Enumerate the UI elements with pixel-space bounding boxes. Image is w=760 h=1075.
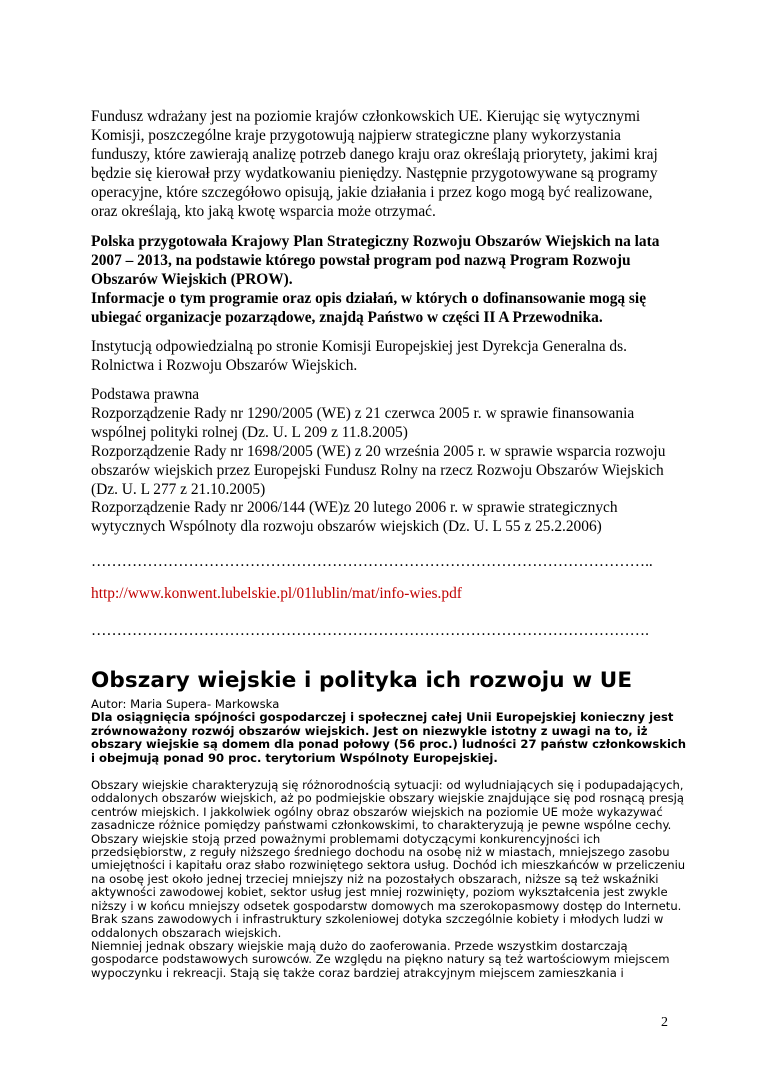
source-link-container — [91, 585, 681, 604]
page-number: 2 — [661, 1015, 668, 1030]
article-body-paragraph-2: Niemniej jednak obszary wiejskie mają dużo do zaoferowania. Przede wszystkim dostarczają gospodarce podstawowych surowców. Ze względu na piękno natury są też wartościowym miejscem wypoczynku i rekreacji. Stają się także coraz bardziej atrakcyjnym miejscem zamieszkania i — [91, 938, 670, 980]
intro-text: Fundusz wdrażany jest na poziomie krajów członkowskich UE. Kierując się wytycznymi Komisji, poszczególne kraje przygotowują najpierw strategiczne plany wykorzystania funduszy, które zawierają analizę potrzeb danego kraju oraz określają priorytety, jakimi kraj będzie się kierował przy wydatkowaniu pieniędzy. Następnie przygotowywane są programy operacyjne, które szczegółowo opisują, jakie działania i przez kogo mogą być realizowane, oraz określają, kto jaką kwotę wsparcia może otrzymać. — [91, 108, 658, 220]
legal-item-2: Rozporządzenie Rady nr 1698/2005 (WE) z 20 września 2005 r. w sprawie wsparcia rozwoju obszarów wiejskich przez Europejski Fundusz Rolny na rzecz Rozwoju Obszarów Wiejskich (Dz. U. L 277 z 21.10.2005) — [91, 442, 666, 498]
prow-bold-section — [91, 233, 681, 328]
article-author: Autor: Maria Supera- Markowska — [91, 697, 280, 711]
article-body-paragraph-1: Obszary wiejskie charakteryzują się różnorodnością sytuacji: od wyludniających się i podupadających, oddalonych obszarów wiejskich, aż po podmiejskie obszary wiejskie znajdujące się pod rosnącą presją centrów miejskich. I jakkolwiek ogólny obraz obszarów wiejskich na poziomie UE może wykazywać zasadnicze różnice pomiędzy państwami członkowskimi, to charakteryzują je pewne wspólne cechy. Obszary wiejskie stoją przed poważnymi problemami dotyczącymi konkurencyjności ich przedsiębiorstw, z reguły niższego średniego dochodu na osobę niż w miastach, mniejszego zasobu umiejętności i kapitału oraz słabo rozwiniętego sektora usług. Dochód ich mieszkańców w przeliczeniu na osobę jest około jednej trzeciej mniejszy niż na pozostałych obszarach, niższe są też wskaźniki aktywności zawodowej kobiet, sektor usług jest mniej rozwinięty, poziom wykształcenia jest zwykle niższy i w końcu mniejszy odsetek gospodarstw domowych ma szerokopasmowy dostęp do Internetu. Brak szans zawodowych i infrastruktury szkoleniowej dotyka szczególnie kobiety i młodych ludzi w oddalonych obszarach wiejskich. — [91, 778, 686, 940]
prow-statement: Polska przygotowała Krajowy Plan Strategiczny Rozwoju Obszarów Wiejskich na lata 2007 – 2013, na podstawie którego powstał program pod nazwą Program Rozwoju Obszarów Wiejskich (PROW). — [91, 233, 660, 288]
article-title: Obszary wiejskie i polityka ich rozwoju w UE — [91, 668, 633, 693]
article-lead: Dla osiągnięcia spójności gospodarczej i społecznej całej Unii Europejskiej konieczny jest zrównoważony rozwój obszarów wiejskich. Jest on niezwykle istotny z uwagi na to, iż obszary wiejskie są domem dla ponad połowy (56 proc.) ludności 27 państw członkowskich i obejmują ponad 90 proc. terytorium Wspólnoty Europejskiej. — [91, 710, 687, 765]
article-section — [91, 668, 691, 980]
legal-basis-section — [91, 386, 681, 537]
prow-info: Informacje o tym programie oraz opis działań, w których o dofinansowanie mogą się ubiegać organizacje pozarządowe, znajdą Państwo w części II A Przewodnika. — [91, 289, 647, 326]
legal-basis-heading: Podstawa prawna — [91, 386, 200, 403]
institution-paragraph — [91, 338, 681, 376]
institution-text: Instytucją odpowiedzialną po stronie Komisji Europejskiej jest Dyrekcja Generalna ds. Rolnictwa i Rozwoju Obszarów Wiejskich. — [91, 338, 627, 374]
dotted-separator-2: ………………………………………………………………………………………………. — [91, 622, 649, 639]
legal-item-3: Rozporządzenie Rady nr 2006/144 (WE)z 20 lutego 2006 r. w sprawie strategicznych wytycznych Wspólnoty dla rozwoju obszarów wiejskich (Dz. U. L 55 z 25.2.2006) — [91, 499, 618, 536]
intro-paragraph — [91, 108, 681, 221]
legal-item-1: Rozporządzenie Rady nr 1290/2005 (WE) z 21 czerwca 2005 r. w sprawie finansowania wspólnej polityki rolnej (Dz. U. L 209 z 11.8.2005) — [91, 404, 635, 441]
source-link[interactable]: http://www.konwent.lubelskie.pl/01lublin/mat/info-wies.pdf — [91, 585, 462, 602]
dotted-separator-1: ……………………………………………………………………………………………….. — [91, 553, 653, 570]
